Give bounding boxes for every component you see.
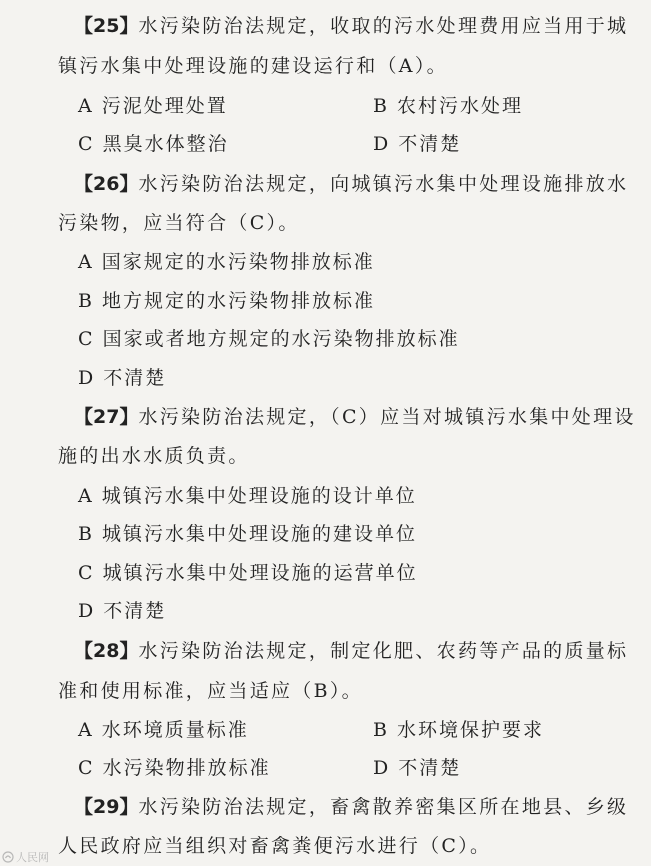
- question-29-stem-line1: [74, 795, 634, 819]
- question-29-stem-text-1: 水污染防治法规定，畜禽散养密集区所在地县、乡级: [138, 796, 629, 818]
- question-27-stem-line1: [74, 405, 634, 429]
- question-28-option-a: A 水环境质量标准: [78, 719, 249, 741]
- question-28-stem-line2: 准和使用标准，应当适应（B）。: [58, 680, 363, 702]
- question-25-number: 【25】: [74, 15, 139, 37]
- question-27-option-a: A 城镇污水集中处理设施的设计单位: [78, 485, 417, 507]
- question-28-option-c: C 水污染物排放标准: [78, 757, 271, 779]
- question-27-stem-text-1: 水污染防治法规定，（C）应当对城镇污水集中处理设: [138, 406, 636, 428]
- question-25-stem-line1: [74, 14, 634, 38]
- question-29-number: 【29】: [74, 796, 139, 818]
- question-25-stem-text-1: 水污染防治法规定，收取的污水处理费用应当用于城: [138, 15, 629, 37]
- question-27-option-d: D 不清楚: [78, 600, 167, 622]
- question-26-option-d: D 不清楚: [78, 367, 167, 389]
- question-29-stem-line2: 人民政府应当组织对畜禽粪便污水进行（C）。: [58, 835, 492, 857]
- question-26-number: 【26】: [74, 173, 139, 195]
- watermark-text: 人民网: [16, 851, 49, 864]
- question-28-stem-line1: [74, 639, 634, 663]
- question-25-option-a: A 污泥处理处置: [78, 95, 228, 117]
- watermark: [2, 849, 49, 865]
- question-26-stem-line1: [74, 172, 634, 196]
- question-26-stem-text-1: 水污染防治法规定，向城镇污水集中处理设施排放水: [138, 173, 629, 195]
- question-25-option-c: C 黑臭水体整治: [78, 133, 229, 155]
- question-28-option-d: D 不清楚: [373, 757, 462, 779]
- question-26-stem-line2: 污染物，应当符合（C）。: [58, 212, 300, 234]
- question-27-option-b: B 城镇污水集中处理设施的建设单位: [78, 523, 418, 545]
- question-28-number: 【28】: [74, 640, 139, 662]
- question-28-stem-text-1: 水污染防治法规定，制定化肥、农药等产品的质量标: [138, 640, 629, 662]
- question-26-option-b: B 地方规定的水污染物排放标准: [78, 290, 376, 312]
- question-25-option-d: D 不清楚: [373, 133, 462, 155]
- question-28-option-b: B 水环境保护要求: [373, 719, 545, 741]
- question-25-stem-line2: 镇污水集中处理设施的建设运行和（A）。: [58, 55, 448, 77]
- watermark-logo-icon: [2, 851, 14, 863]
- question-27-option-c: C 城镇污水集中处理设施的运营单位: [78, 562, 418, 584]
- question-25-option-b: B 农村污水处理: [373, 95, 524, 117]
- question-27-stem-line2: 施的出水水质负责。: [58, 445, 250, 467]
- question-26-option-c: C 国家或者地方规定的水污染物排放标准: [78, 328, 460, 350]
- question-27-number: 【27】: [74, 406, 139, 428]
- question-26-option-a: A 国家规定的水污染物排放标准: [78, 251, 375, 273]
